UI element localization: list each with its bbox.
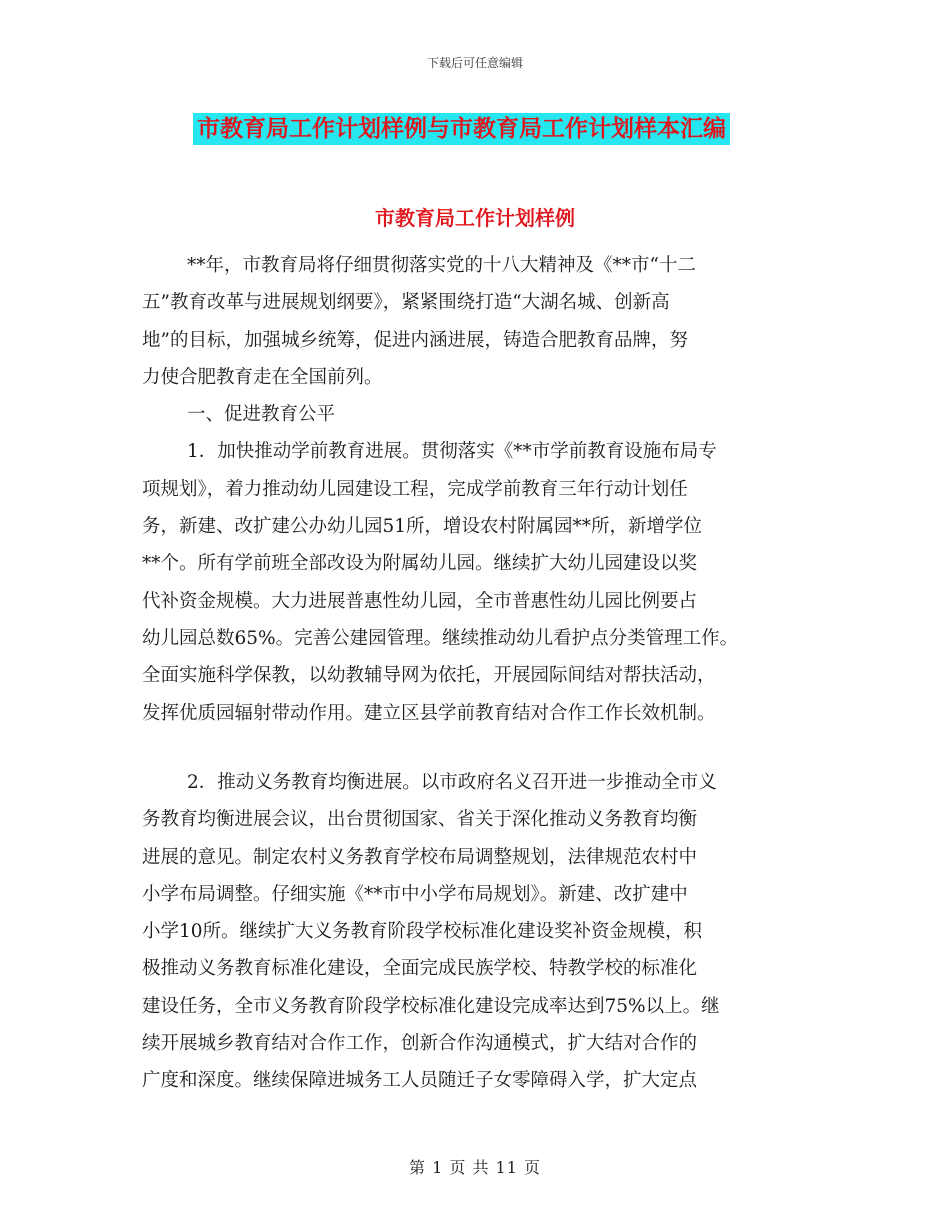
text-line: 建设任务，全市义务教育阶段学校标准化建设完成率达到75%以上。继 (142, 995, 720, 1017)
page-header: 下载后可任意编辑 (426, 56, 523, 70)
text-line: 代补资金规模。大力进展普惠性幼儿园，全市普惠性幼儿园比例要占 (142, 590, 698, 612)
text-line: 小学布局调整。仔细实施《**市中小学布局规划》。新建、改扩建中 (142, 883, 688, 905)
text-line: 项规划》，着力推动幼儿园建设工程，完成学前教育三年行动计划任 (142, 478, 688, 500)
text-line: 小学10所。继续扩大义务教育阶段学校标准化建设奖补资金规模，积 (142, 921, 703, 943)
text-line: 2．推动义务教育均衡进展。以市政府名义召开进一步推动全市义 (187, 772, 717, 793)
paragraph-intro (142, 247, 812, 732)
text-line: **个。所有学前班全部改设为附属幼儿园。继续扩大幼儿园建设以奖 (142, 553, 698, 575)
text-line: 发挥优质园辐射带动作用。建立区县学前教育结对合作工作长效机制。 (142, 702, 716, 724)
text-line: 1．加快推动学前教育进展。贯彻落实《**市学前教育设施布局专 (187, 441, 717, 463)
document-title: 市教育局工作计划样例与市教育局工作计划样本汇编 (193, 113, 730, 145)
text-line: 五”教育改革与进展规划纲要》，紧紧围绕打造“大湖名城、创新高 (142, 292, 670, 314)
text-line: **年，市教育局将仔细贯彻落实党的十八大精神及《**市“十二 (187, 255, 696, 276)
text-line: 广度和深度。继续保障进城务工人员随迁子女零障碍入学，扩大定点 (142, 1070, 698, 1092)
text-line: 进展的意见。制定农村义务教育学校布局调整规划，法律规范农村中 (142, 846, 698, 868)
text-line: 力使合肥教育走在全国前列。 (142, 366, 383, 388)
paragraph-compulsory-education (142, 764, 812, 1100)
text-line: 幼儿园总数65%。完善公建园管理。继续推动幼儿看护点分类管理工作。 (142, 627, 739, 649)
page-number: 第 1 页 共 11 页 (409, 1158, 541, 1177)
text-line: 续开展城乡教育结对合作工作，创新合作沟通模式，扩大结对合作的 (142, 1033, 698, 1055)
section-title: 市教育局工作计划样例 (375, 206, 575, 230)
text-line: 极推动义务教育标准化建设，全面完成民族学校、特教学校的标准化 (142, 958, 698, 980)
text-line: 务，新建、改扩建公办幼儿园51所，增设农村附属园**所，新增学位 (142, 516, 703, 538)
text-line: 务教育均衡进展会议，出台贯彻国家、省关于深化推动义务教育均衡 (142, 809, 698, 831)
text-line: 地”的目标，加强城乡统筹，促进内涵进展，铸造合肥教育品牌，努 (142, 329, 688, 351)
section-heading: 一、促进教育公平 (187, 404, 336, 426)
text-line: 全面实施科学保教，以幼教辅导网为依托，开展园际间结对帮扶活动， (142, 665, 716, 687)
